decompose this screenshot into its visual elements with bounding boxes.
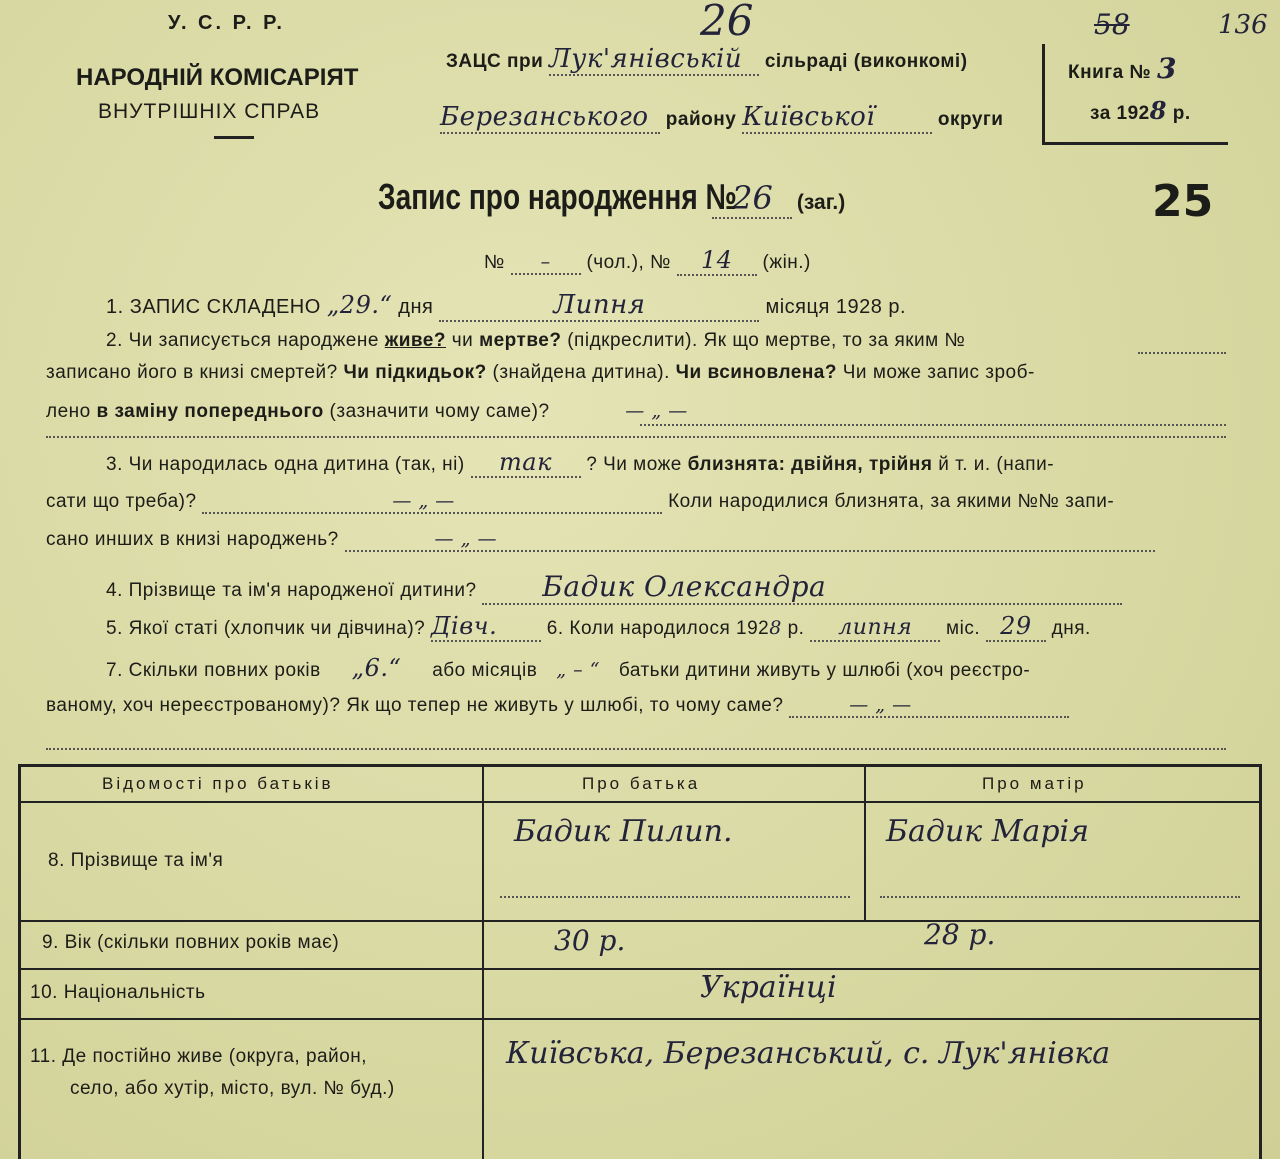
district-line	[440, 102, 1004, 134]
item-1	[106, 290, 906, 322]
ministry-line2: ВНУТРІШНІХ СПРАВ	[98, 100, 321, 123]
i6-dnya: дня.	[1051, 618, 1091, 639]
item-1-month: Липня	[439, 290, 759, 322]
corner-num-crossed: 58	[1094, 8, 1130, 41]
i3-l2-a: сати що треба)?	[46, 491, 197, 512]
zags-line	[446, 44, 968, 76]
item-7-line1	[106, 654, 1030, 682]
i7-l1-c: батьки дитини живуть у шлюбі (хоч реєстро-	[618, 660, 1031, 681]
row9-father: 30 р.	[554, 924, 626, 957]
i6-r: р.	[787, 618, 805, 639]
row8-father: Бадик Пилип.	[514, 814, 733, 849]
book-box-bottom	[1042, 142, 1228, 145]
row9-label: 9. Вік (скільки повних років має)	[42, 932, 340, 953]
row11-residence: Київська, Березанський, с. Лук'янівка	[506, 1036, 1111, 1071]
item-3-line3	[46, 528, 1155, 552]
ussr-label: У. С. Р. Р.	[168, 12, 285, 34]
item-2-line3	[46, 400, 688, 423]
i7-l2-hw: — „ —	[789, 694, 1069, 718]
i3-l1-a: 3. Чи народилась одна дитина (так, ні)	[106, 454, 465, 475]
female-label: (жін.)	[762, 252, 811, 273]
item-3-line1	[106, 448, 1054, 478]
book-year-digit: 8	[1149, 96, 1167, 125]
i2-l1-end: (підкреслити). Як що мертве, то за яким №	[567, 330, 966, 351]
i2-l1-dots	[1138, 352, 1226, 354]
district-label: району	[665, 109, 737, 130]
col-header-mother: Про матір	[982, 774, 1087, 793]
i2-blank-dots	[46, 436, 1226, 438]
i4-child-name: Бадик Олександра	[482, 570, 1122, 605]
sub-no: №	[484, 252, 505, 273]
row9-mother: 28 р.	[924, 918, 996, 951]
item-2-line1	[106, 330, 965, 352]
okruga-value: Київської	[742, 102, 932, 134]
i2-l1-m: чи	[451, 330, 474, 351]
zags-suffix: сільраді (виконкомі)	[764, 51, 968, 72]
zags-village: Лук'янівській	[549, 44, 759, 76]
i4-label: 4. Прізвище та ім'я народженої дитини?	[106, 580, 477, 601]
i7-l1-a: 7. Скільки повних років	[106, 660, 321, 681]
i3-l3-a: сано инших в книзі народжень?	[46, 529, 339, 550]
title-suffix: (заг.)	[796, 191, 846, 214]
i7-months: „ – “	[556, 659, 600, 681]
i3-l3-hw: — „ —	[345, 528, 1155, 552]
item-5-6	[106, 612, 1091, 642]
i2-l3-b: в заміну попереднього	[96, 401, 324, 422]
top-number: 26	[700, 0, 754, 45]
i7-years: „6.“	[351, 654, 402, 682]
i2-l3-c: (зазначити чому саме)?	[329, 401, 550, 422]
record-title	[378, 176, 845, 219]
table-row-rule-3	[18, 1018, 1262, 1020]
i6-label: 6. Коли народилося 192	[546, 618, 770, 639]
i5-label: 5. Якої статі (хлопчик чи дівчина)?	[106, 618, 426, 639]
item-2-line2	[46, 362, 1035, 384]
i3-l2-hw: — „ —	[202, 490, 662, 514]
big-number: 25	[1152, 176, 1214, 227]
table-row-rule-1	[18, 920, 1262, 922]
book-year-suffix: р.	[1172, 103, 1191, 124]
table-outer-top	[18, 764, 1262, 767]
zags-prefix: ЗАЦС при	[446, 51, 544, 72]
male-number: –	[511, 251, 581, 275]
col-header-info: Відомості про батьків	[102, 774, 334, 793]
i2-l2-a: записано його в книзі смертей?	[46, 362, 338, 383]
i7-l2-a: ваному, хоч нереєстрованому)? Як що тепер не живуть у шлюбі, то чому саме?	[46, 695, 784, 716]
book-label: Книга №	[1068, 62, 1152, 83]
item-1-day: „29.“	[326, 291, 393, 319]
ministry-rule	[214, 136, 254, 139]
item-1-month-label: місяця 1928 р.	[765, 296, 907, 318]
i2-l2-c: (знайдена дитина).	[492, 362, 670, 383]
i6-mis: міс.	[946, 618, 981, 639]
corner-num: 136	[1218, 10, 1268, 40]
i2-l1-b2: мертве?	[479, 330, 562, 351]
district-value: Березанського	[440, 102, 660, 134]
item-3-line2	[46, 490, 1114, 514]
i7-blank-dots	[46, 748, 1226, 750]
table-col-rule-2	[864, 764, 866, 922]
book-box-left	[1042, 44, 1045, 144]
row10-nationality: Українці	[700, 970, 837, 1005]
book-number: 3	[1156, 52, 1177, 85]
i2-l1-b1: живе?	[384, 330, 446, 351]
i2-l2-d: Чи всиновлена?	[675, 362, 837, 383]
item-1-day-label: дня	[398, 296, 434, 318]
i6-year: 8	[769, 617, 782, 639]
title-text: Запис про народження №	[378, 176, 737, 217]
i2-l2-b: Чи підкидьок?	[343, 362, 487, 383]
ministry-line1: НАРОДНІЙ КОМІСАРІЯТ	[76, 64, 359, 91]
i2-l3-a: лено	[46, 401, 91, 422]
book-year-line	[1090, 96, 1191, 125]
title-number: 26	[712, 179, 792, 219]
i2-l1: 2. Чи записується народжене	[106, 330, 379, 351]
female-number: 14	[677, 246, 757, 276]
male-label: (чол.), №	[586, 252, 671, 273]
table-head-rule	[18, 801, 1262, 803]
item-4	[106, 570, 1122, 605]
i5-sex: Дівч.	[431, 612, 541, 642]
row8-mother: Бадик Марія	[886, 814, 1089, 849]
i3-l1-c: близнята: двійня, трійня	[687, 454, 933, 475]
row11-label-l1: 11. Де постійно живе (округа, район,	[30, 1046, 368, 1067]
i3-l1-d: й т. и. (напи-	[938, 454, 1055, 475]
i3-l1-b: ? Чи може	[586, 454, 682, 475]
item-1-label: 1. ЗАПИС СКЛАДЕНО	[106, 296, 321, 318]
i3-l1-hw: так	[471, 448, 581, 478]
book-year-prefix: за 192	[1090, 103, 1150, 124]
book-line	[1068, 52, 1177, 85]
table-row-rule-2	[18, 968, 1262, 970]
i7-l1-b: або місяців	[432, 660, 538, 681]
table-col-rule-1	[482, 764, 484, 1159]
item-7-line2	[46, 694, 1069, 718]
col-header-father: Про батька	[582, 774, 701, 793]
row11-label-l2: село, або хутір, місто, вул. № буд.)	[70, 1078, 395, 1099]
i2-l3-dots	[640, 424, 1226, 426]
row8-mother-dots	[880, 896, 1240, 898]
table-outer-left	[18, 764, 21, 1159]
i3-l2-b: Коли народилися близнята, за якими №№ запи-	[668, 491, 1115, 512]
i2-l3-hw: — „ —	[625, 400, 688, 422]
table-outer-right	[1259, 764, 1262, 1159]
i6-day: 29	[986, 612, 1046, 642]
row10-label: 10. Національність	[30, 982, 206, 1003]
row8-label: 8. Прізвище та ім'я	[48, 850, 224, 871]
okruga-label: округи	[937, 109, 1004, 130]
i6-month: липня	[810, 615, 940, 642]
row8-father-dots	[500, 896, 850, 898]
i2-l2-e: Чи може запис зроб-	[842, 362, 1035, 383]
sub-numbers	[484, 246, 811, 276]
